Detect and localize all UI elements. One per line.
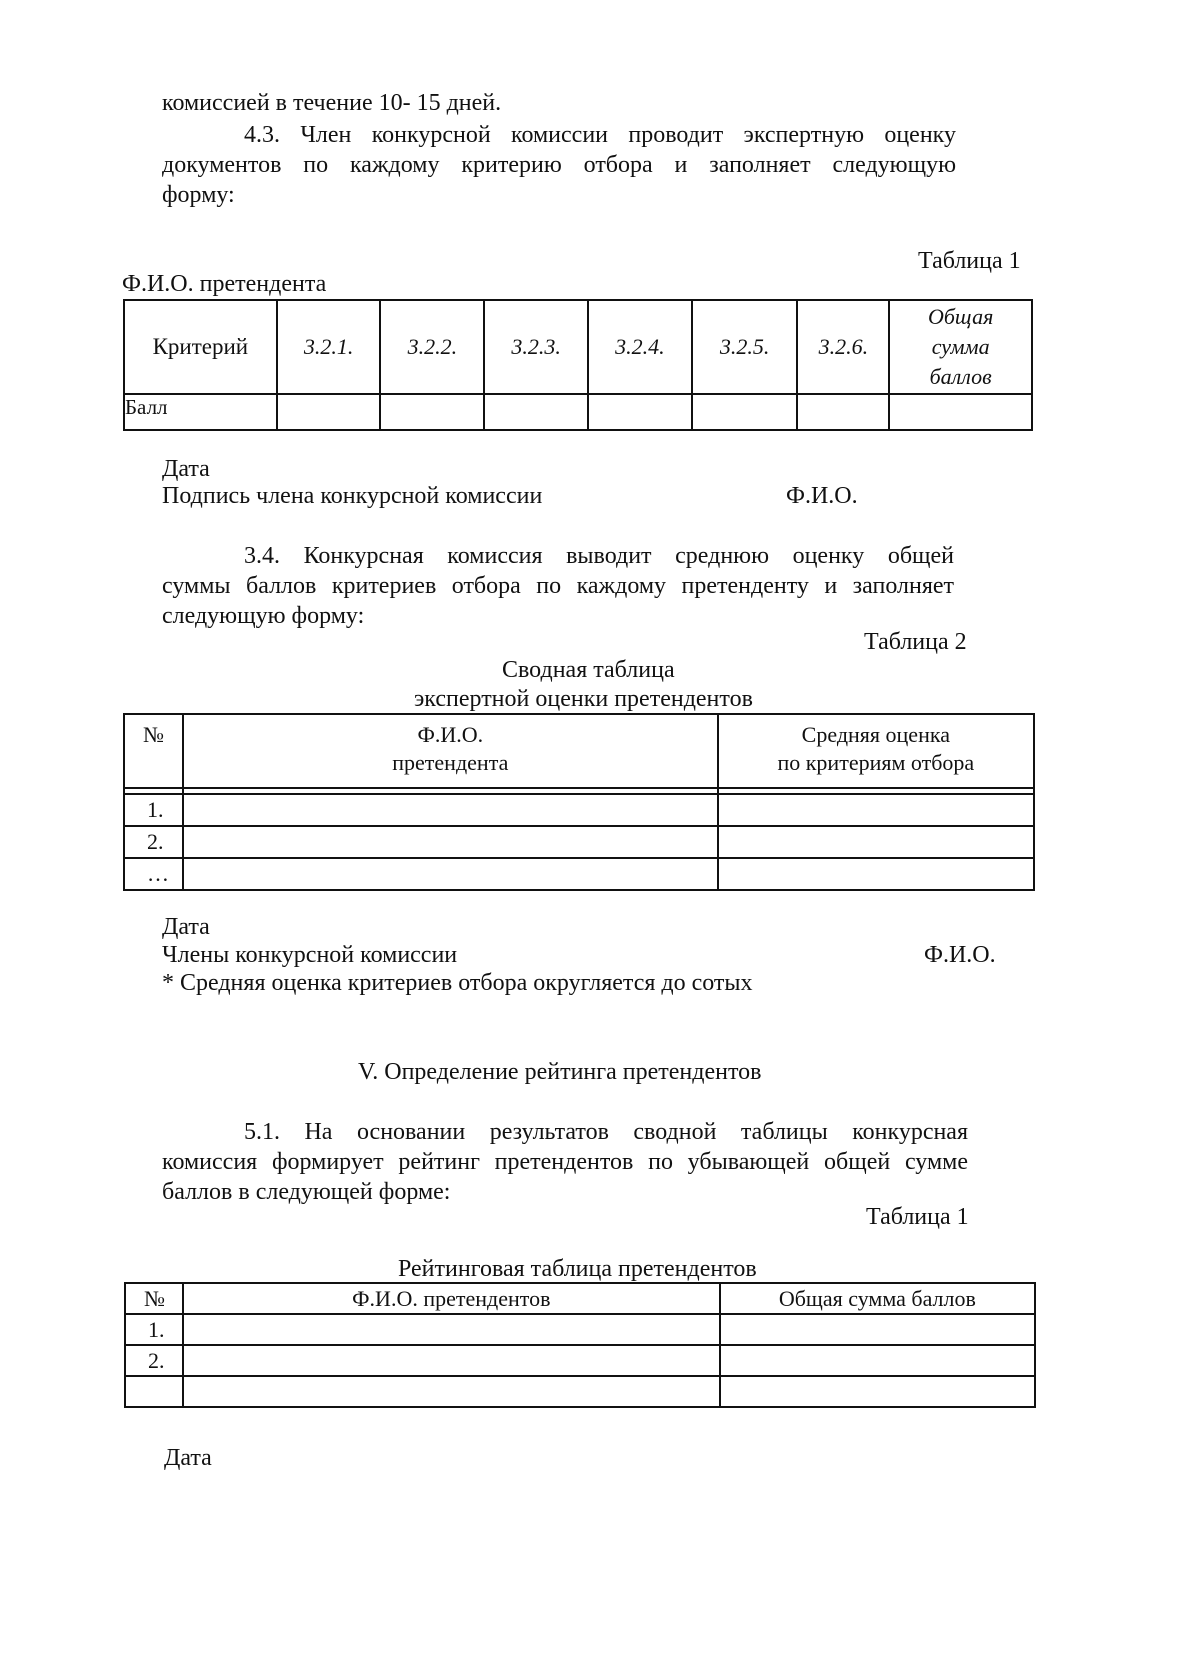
criteria-score-table — [123, 299, 1033, 431]
row-number: 2. — [124, 826, 183, 858]
sign1-date: Дата — [162, 456, 210, 482]
row-number: … — [124, 858, 183, 890]
score-cell — [380, 394, 484, 430]
table1-applicant-label: Ф.И.О. претендента — [122, 271, 327, 297]
col-fio-header: Ф.И.О. претендентов — [183, 1283, 720, 1314]
row-number — [125, 1376, 183, 1407]
col-score-line2: по критериям отбора — [777, 750, 975, 775]
average-score-cell — [718, 826, 1034, 858]
table2-caption: Таблица 2 — [864, 629, 967, 655]
score-cell — [889, 394, 1032, 430]
intro-line: комиссией в течение 10- 15 дней. — [162, 90, 502, 116]
criterion-header: Критерий — [124, 300, 277, 394]
score-cell — [797, 394, 889, 430]
row-number: 1. — [124, 794, 183, 826]
total-header-line1: Общая — [927, 304, 994, 329]
criterion-3-2-3: 3.2.3. — [484, 300, 588, 394]
col-average-score-header — [718, 714, 1034, 788]
table2-title-line2: экспертной оценки претендентов — [414, 686, 753, 712]
applicant-fio-cell — [183, 1376, 720, 1407]
sign2-members-label: Члены конкурсной комиссии — [162, 942, 458, 968]
paragraph-4-3-line3: форму: — [162, 182, 235, 208]
applicant-fio-cell — [183, 858, 718, 890]
criterion-3-2-5: 3.2.5. — [692, 300, 798, 394]
criterion-3-2-6: 3.2.6. — [797, 300, 889, 394]
table2-title-line1: Сводная таблица — [502, 657, 675, 683]
total-score-header — [889, 300, 1032, 394]
total-score-cell — [720, 1376, 1035, 1407]
row-number: 1. — [125, 1314, 183, 1345]
col-number-header: № — [124, 714, 183, 788]
paragraph-5-1-line3: баллов в следующей форме: — [162, 1179, 451, 1205]
sign1-fio: Ф.И.О. — [786, 483, 858, 509]
col-fio-line1: Ф.И.О. — [417, 722, 484, 747]
applicant-fio-cell — [183, 1345, 720, 1376]
score-cell — [692, 394, 798, 430]
col-fio-header — [183, 714, 718, 788]
col-number-header: № — [125, 1283, 183, 1314]
row-number: 2. — [125, 1345, 183, 1376]
score-cell — [588, 394, 692, 430]
score-cell — [277, 394, 381, 430]
col-fio-line2: претендента — [392, 750, 509, 775]
criterion-3-2-4: 3.2.4. — [588, 300, 692, 394]
total-header-line2: сумма — [931, 334, 990, 359]
paragraph-4-3-line1: 4.3. Член конкурсной комиссии проводит экспертную оценку — [244, 122, 956, 148]
sign2-fio: Ф.И.О. — [924, 942, 996, 968]
score-cell — [484, 394, 588, 430]
paragraph-4-3-line2: документов по каждому критерию отбора и заполняет следующую — [162, 152, 956, 178]
criterion-3-2-1: 3.2.1. — [277, 300, 381, 394]
col-total-score-header: Общая сумма баллов — [720, 1283, 1035, 1314]
average-score-cell — [718, 858, 1034, 890]
score-row-label: Балл — [124, 394, 277, 430]
applicant-fio-cell — [183, 1314, 720, 1345]
paragraph-5-1-line1: 5.1. На основании результатов сводной таблицы конкурсная — [244, 1119, 968, 1145]
criterion-3-2-2: 3.2.2. — [380, 300, 484, 394]
table1-caption: Таблица 1 — [918, 248, 1021, 274]
col-score-line1: Средняя оценка — [801, 722, 950, 747]
applicant-fio-cell — [183, 794, 718, 826]
sign3-date: Дата — [164, 1445, 212, 1471]
paragraph-5-1-line2: комиссия формирует рейтинг претендентов по убывающей общей сумме — [162, 1149, 968, 1175]
paragraph-3-4-line2: суммы баллов критериев отбора по каждому претенденту и заполняет — [162, 573, 954, 599]
rating-table — [124, 1282, 1036, 1408]
footnote: * Средняя оценка критериев отбора округляется до сотых — [162, 970, 753, 996]
applicant-fio-cell — [183, 826, 718, 858]
sign1-signature-label: Подпись члена конкурсной комиссии — [162, 483, 543, 509]
sign2-date: Дата — [162, 914, 210, 940]
total-score-cell — [720, 1314, 1035, 1345]
summary-evaluation-table — [123, 713, 1035, 891]
total-score-cell — [720, 1345, 1035, 1376]
total-header-line3: баллов — [929, 364, 992, 389]
table3-caption: Таблица 1 — [866, 1204, 969, 1230]
table3-title: Рейтинговая таблица претендентов — [398, 1256, 757, 1282]
average-score-cell — [718, 794, 1034, 826]
paragraph-3-4-line1: 3.4. Конкурсная комиссия выводит среднюю оценку общей — [244, 543, 954, 569]
paragraph-3-4-line3: следующую форму: — [162, 603, 365, 629]
section5-heading: V. Определение рейтинга претендентов — [358, 1059, 762, 1085]
